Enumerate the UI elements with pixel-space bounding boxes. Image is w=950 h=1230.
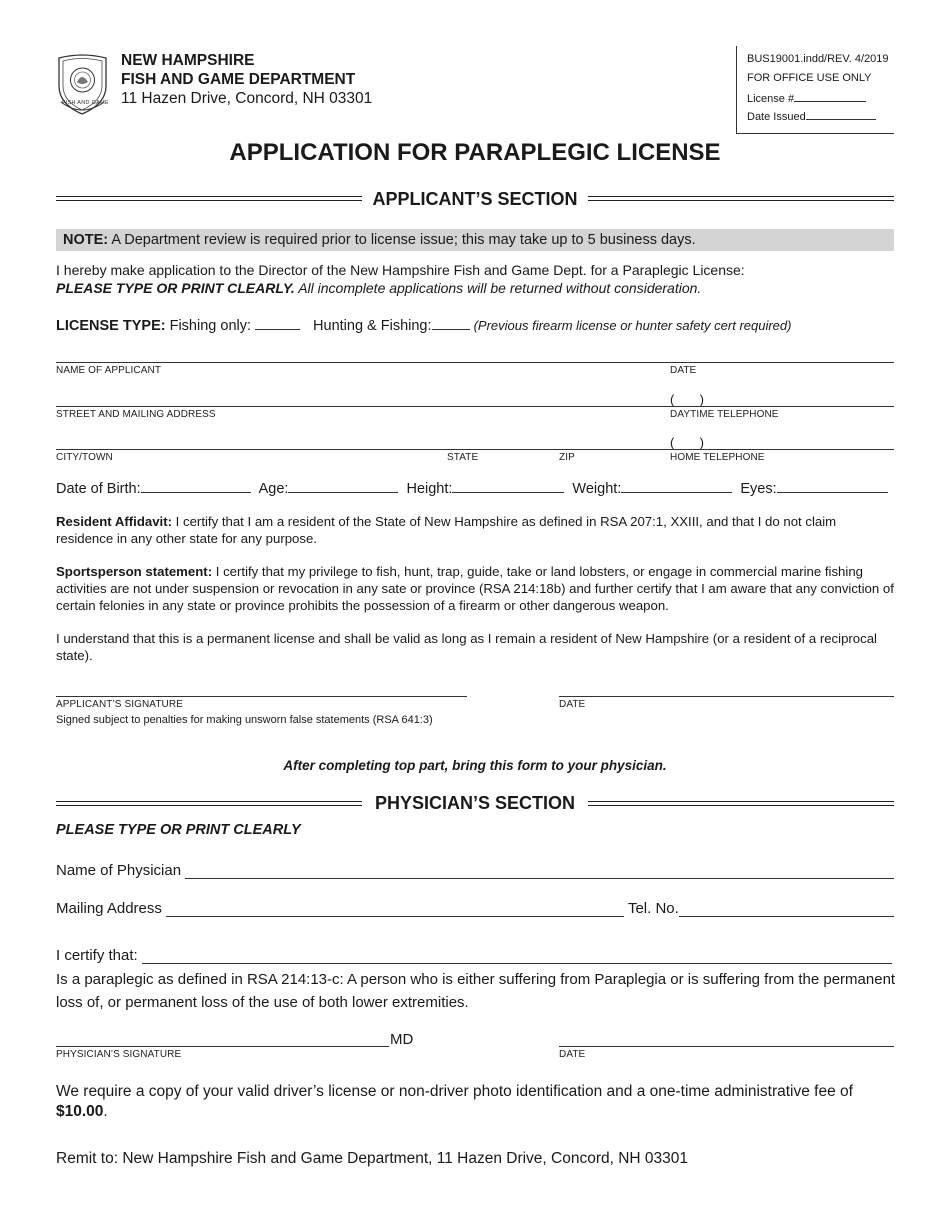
requirement-text (56, 1082, 901, 1122)
license-number-label: License # (747, 93, 795, 105)
physician-mailing-label: Mailing Address (56, 900, 167, 917)
physician-signature-line[interactable] (56, 1046, 389, 1047)
license-note: (Previous firearm license or hunter safety cert required) (473, 318, 792, 333)
office-use-box (736, 46, 894, 134)
dob-label: Date of Birth: (56, 481, 141, 497)
department-seal (55, 52, 110, 116)
applicant-section-heading: APPLICANT’S SECTION (372, 189, 578, 209)
physician-name-label: Name of Physician (56, 862, 186, 879)
zip-label: ZIP (559, 452, 575, 463)
day-phone-label: DAYTIME TELEPHONE (670, 409, 779, 420)
hunting-fishing-input[interactable] (432, 316, 470, 330)
note-label: NOTE: (63, 232, 109, 248)
physician-tel-label: Tel. No. (624, 900, 679, 917)
permanent-statement: I understand that this is a permanent license and shall be valid as long as I remain a resident of New Hampshire (or a resident of a reciprocal state). (56, 631, 877, 663)
license-type-label: LICENSE TYPE: (56, 318, 166, 334)
physician-section-heading: PHYSICIAN’S SECTION (374, 793, 576, 813)
requirement-body: We require a copy of your valid driver’s license or non-driver photo identification and a one-time administrative fee of (56, 1083, 853, 1100)
physician-tel-input[interactable] (679, 902, 894, 917)
physician-print-clearly: PLEASE TYPE OR PRINT CLEARLY (56, 822, 301, 838)
home-phone-paren: ( ) (670, 435, 704, 450)
height-label: Height: (406, 481, 453, 497)
seal-icon (55, 52, 110, 116)
hunting-fishing-label: Hunting & Fishing: (313, 318, 432, 334)
applicant-signature-label: APPLICANT’S SIGNATURE (56, 699, 183, 710)
penalty-text: Signed subject to penalties for making unsworn false statements (RSA 641:3) (56, 714, 433, 726)
intro-line1: I hereby make application to the Director of the New Hampshire Fish and Game Dept. for a Paraplegic License: (56, 262, 745, 278)
name-label: NAME OF APPLICANT (56, 365, 162, 376)
license-type-row (56, 316, 791, 334)
date-issued-field[interactable] (747, 109, 876, 123)
paraplegic-definition: Is a paraplegic as defined in RSA 214:13-c: A person who is either suffering from Paraplegia or is suffering from the permanent loss of, or permanent loss of the use of both lower extremities. (56, 971, 896, 1011)
print-clearly: PLEASE TYPE OR PRINT CLEARLY. (56, 280, 295, 296)
applicant-signature-line[interactable] (56, 696, 467, 697)
physician-name-row (56, 862, 894, 879)
certify-label: I certify that: (56, 947, 142, 964)
home-phone-label: HOME TELEPHONE (670, 452, 765, 463)
note-bar (56, 229, 894, 251)
fee-amount: $10.00 (56, 1103, 104, 1120)
form-id: BUS19001.indd/REV. 4/2019 (747, 53, 889, 65)
weight-input[interactable] (621, 479, 732, 493)
age-input[interactable] (288, 479, 398, 493)
date-issued-label: Date Issued (747, 111, 806, 123)
name-field-line[interactable] (56, 362, 894, 363)
physician-mailing-input[interactable] (166, 902, 624, 917)
eyes-input[interactable] (777, 479, 888, 493)
office-use-label: FOR OFFICE USE ONLY (747, 72, 872, 84)
height-input[interactable] (452, 479, 564, 493)
sportsperson-text: I certify that my privilege to fish, hunt, trap, guide, take or land lobsters, or engage in commercial marine fishing activities are not under suspension or revocation in any sate or province (RSA 214:18b) and further certify that I am aware that any conviction of certain felonies in any state or province prohibits the possession of a firearm or other dangerous weapon. (56, 564, 894, 613)
fishing-only-input[interactable] (255, 316, 300, 330)
md-label: MD (390, 1031, 414, 1048)
org-name-line2: FISH AND GAME DEPARTMENT (121, 71, 356, 88)
weight-label: Weight: (572, 481, 622, 497)
after-completing-text: After completing top part, bring this form to your physician. (283, 758, 667, 773)
physician-mailing-row (56, 900, 894, 917)
physician-date-label: DATE (559, 1049, 586, 1060)
dob-input[interactable] (141, 479, 251, 493)
stats-row (56, 479, 888, 497)
remit-to: Remit to: New Hampshire Fish and Game Department, 11 Hazen Drive, Concord, NH 03301 (56, 1150, 689, 1167)
intro-line2 (56, 280, 701, 296)
requirement-period: . (103, 1103, 108, 1120)
eyes-label: Eyes: (740, 481, 777, 497)
applicant-date-label: DATE (559, 699, 586, 710)
street-field-line[interactable] (56, 406, 894, 407)
incomplete-warning: All incomplete applications will be returned without consideration. (294, 280, 702, 296)
resident-affidavit (56, 513, 896, 547)
city-label: CITY/TOWN (56, 452, 113, 463)
org-address: 11 Hazen Drive, Concord, NH 03301 (121, 90, 373, 107)
physician-name-input[interactable] (185, 864, 894, 879)
city-field-line[interactable] (56, 449, 894, 450)
org-name-line1: NEW HAMPSHIRE (121, 52, 255, 69)
age-label: Age: (258, 481, 289, 497)
date-label: DATE (670, 365, 697, 376)
sportsperson-label: Sportsperson statement: (56, 564, 213, 579)
section-rule-right (588, 196, 894, 201)
certify-row (56, 947, 892, 964)
resident-text: I certify that I am a resident of the State of New Hampshire as defined in RSA 207:1, XXIII, and that I do not claim residence in any other state for any purpose. (56, 514, 837, 546)
day-phone-paren: ( ) (670, 392, 704, 407)
physician-rule-right (588, 801, 894, 806)
seal-text: FISH AND GAME (62, 100, 109, 106)
license-number-field[interactable] (747, 91, 866, 105)
certify-input[interactable] (142, 949, 892, 964)
physician-date-line[interactable] (559, 1046, 894, 1047)
state-label: STATE (447, 452, 479, 463)
note-text: A Department review is required prior to license issue; this may take up to 5 business days. (108, 232, 696, 248)
page-title: APPLICATION FOR PARAPLEGIC LICENSE (229, 139, 721, 166)
street-label: STREET AND MAILING ADDRESS (56, 409, 216, 420)
sportsperson-statement (56, 563, 896, 614)
physician-signature-label: PHYSICIAN’S SIGNATURE (56, 1049, 182, 1060)
fishing-only-label: Fishing only: (165, 318, 256, 334)
applicant-date-line[interactable] (559, 696, 894, 697)
resident-label: Resident Affidavit: (56, 514, 173, 529)
